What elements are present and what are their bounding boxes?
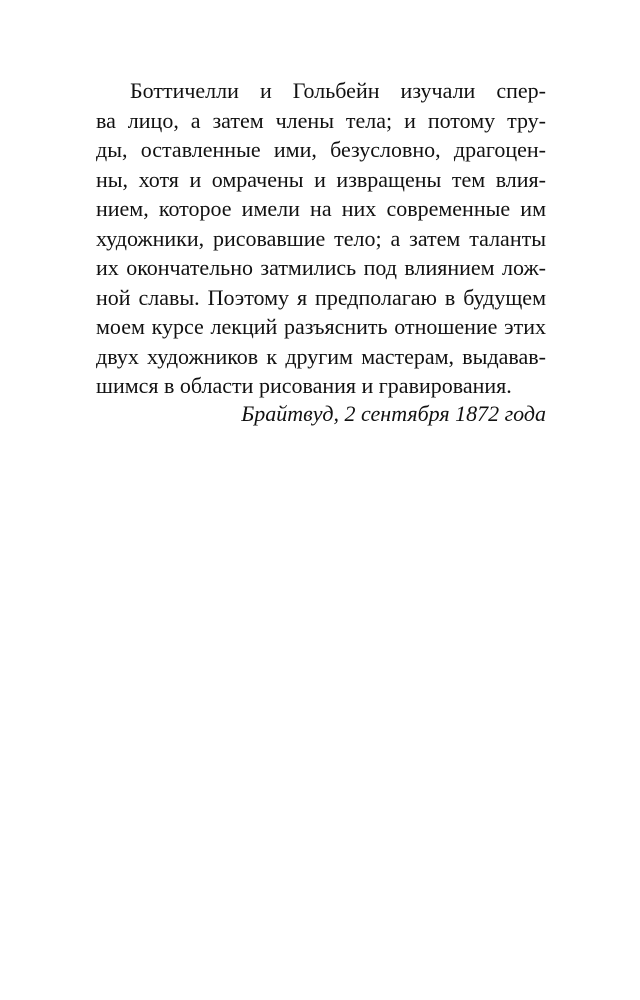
paragraph-line-9: моем курсе лекций разъяснить отношение этих	[96, 314, 546, 339]
paragraph-line-10: двух художников к другим мастерам, выдавав-	[96, 343, 546, 369]
main-paragraph	[96, 76, 546, 401]
paragraph-line-5: нием, которое имели на них современные им	[96, 196, 546, 221]
paragraph-line-8: ной славы. Поэтому я предполагаю в будущем	[96, 284, 546, 310]
signature-line: Брайтвуд, 2 сентября 1872 года	[241, 401, 546, 426]
paragraph-line-3: ды, оставленные ими, безусловно, драгоцен-	[96, 137, 546, 162]
paragraph-line-4: ны, хотя и омрачены и извращены тем влия-	[96, 166, 546, 192]
paragraph-line-11: шимся в области рисования и гравирования.	[96, 373, 512, 398]
paragraph-line-1: Боттичелли и Гольбейн изучали спер-	[130, 78, 546, 103]
paragraph-line-6: художники, рисовавшие тело; а затем таланты	[96, 225, 546, 251]
paragraph-line-7: их окончательно затмились под влиянием лож-	[96, 255, 546, 280]
paragraph-line-2: ва лицо, а затем члены тела; и потому тру-	[96, 107, 546, 133]
